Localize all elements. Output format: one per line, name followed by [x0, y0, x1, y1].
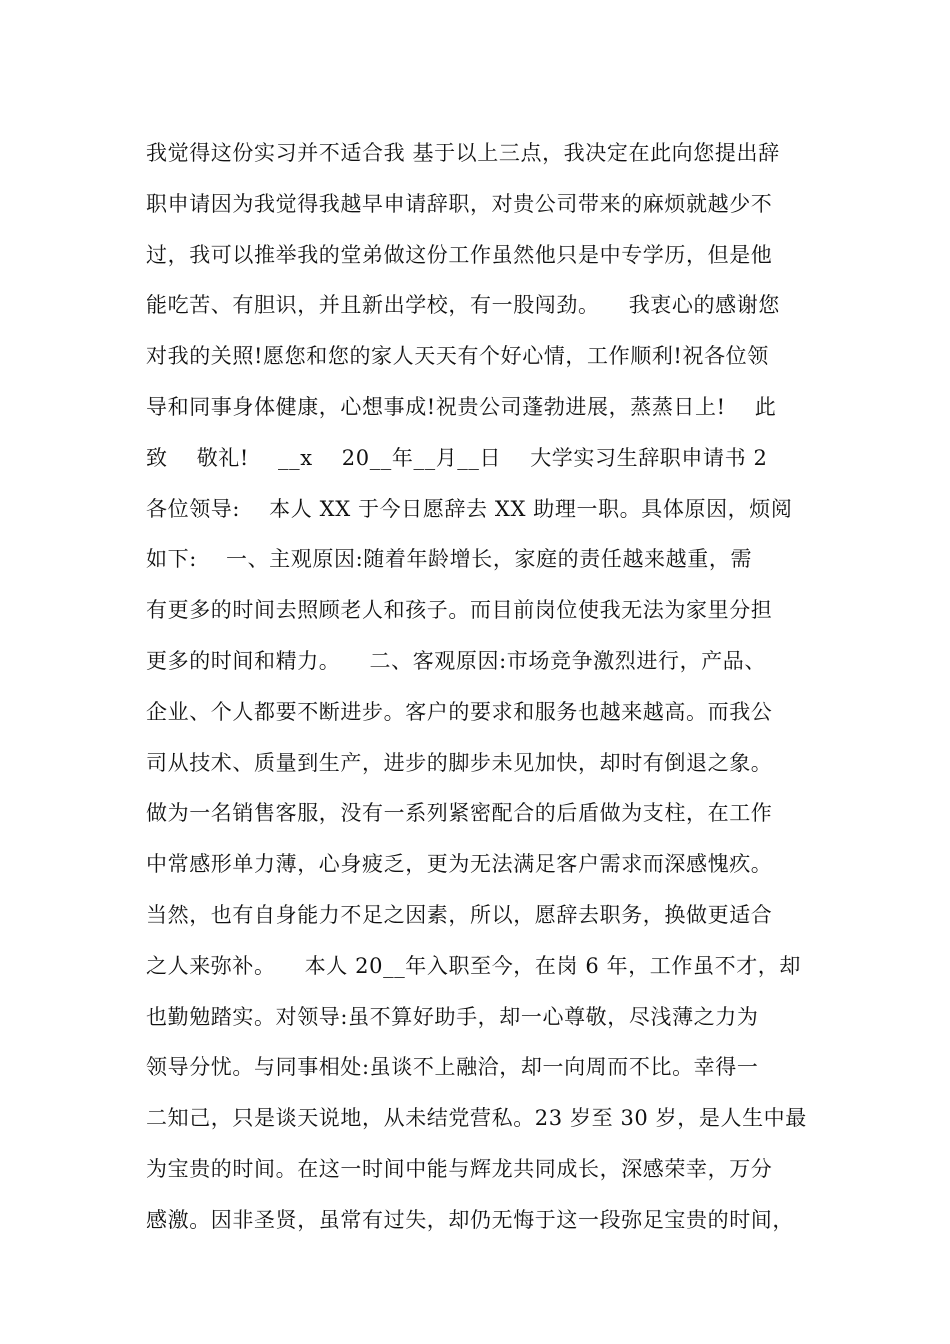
text-line-19: 领导分忧。与同事相处:虽谈不上融洽，却一向周而不比。幸得一 [146, 1055, 759, 1080]
text-line-7: 致 敬礼! __x 20__年__月__日 大学实习生辞职申请书 2 [146, 445, 768, 470]
text-line-16: 当然，也有自身能力不足之因素，所以，愿辞去职务，换做更适合 [146, 902, 773, 927]
text-line-15: 中常感形单力薄，心身疲乏，更为无法满足客户需求而深感愧疚。 [146, 852, 773, 877]
text-line-9: 如下: 一、主观原因:随着年龄增长，家庭的责任越来越重，需 [146, 547, 753, 572]
text-line-2: 职申请因为我觉得我越早申请辞职，对贵公司带来的麻烦就越少不 [146, 191, 773, 216]
text-line-21: 为宝贵的时间。在这一时间中能与辉龙共同成长，深感荣幸，万分 [146, 1156, 773, 1181]
document-body-text [146, 132, 826, 1250]
text-line-6: 导和同事身体健康，心想事成!祝贵公司蓬勃进展，蒸蒸日上! 此 [146, 394, 777, 419]
text-line-14: 做为一名销售客服，没有一系列紧密配合的后盾做为支柱，在工作 [146, 801, 773, 826]
text-line-11: 更多的时间和精力。 二、客观原因:市场竞争激烈进行，产品、 [146, 648, 766, 673]
text-line-8: 各位领导: 本人 XX 于今日愿辞去 XX 助理一职。具体原因，烦阅 [146, 496, 793, 521]
text-line-18: 也勤勉踏实。对领导:虽不算好助手，却一心尊敬，尽浅薄之力为 [146, 1004, 759, 1029]
text-line-5: 对我的关照!愿您和您的家人天天有个好心情，工作顺利!祝各位领 [146, 344, 769, 369]
text-line-10: 有更多的时间去照顾老人和孩子。而目前岗位使我无法为家里分担 [146, 598, 773, 623]
text-line-4: 能吃苦、有胆识，并且新出学校，有一股闯劲。 我衷心的感谢您 [146, 293, 780, 318]
text-line-3: 过，我可以推举我的堂弟做这份工作虽然他只是中专学历，但是他 [146, 242, 773, 267]
text-line-22: 感激。因非圣贤，虽常有过失，却仍无悔于这一段弥足宝贵的时间， [146, 1207, 794, 1232]
text-line-12: 企业、个人都要不断进步。客户的要求和服务也越来越高。而我公 [146, 699, 773, 724]
text-line-17: 之人来弥补。 本人 20__年入职至今，在岗 6 年，工作虽不才，却 [146, 953, 802, 978]
text-line-13: 司从技术、质量到生产，进步的脚步未见加快，却时有倒退之象。 [146, 750, 773, 775]
text-line-20: 二知己，只是谈天说地，从未结党营私。23 岁至 30 岁，是人生中最 [146, 1106, 807, 1131]
text-line-1: 我觉得这份实习并不适合我 基于以上三点，我决定在此向您提出辞 [146, 141, 780, 165]
